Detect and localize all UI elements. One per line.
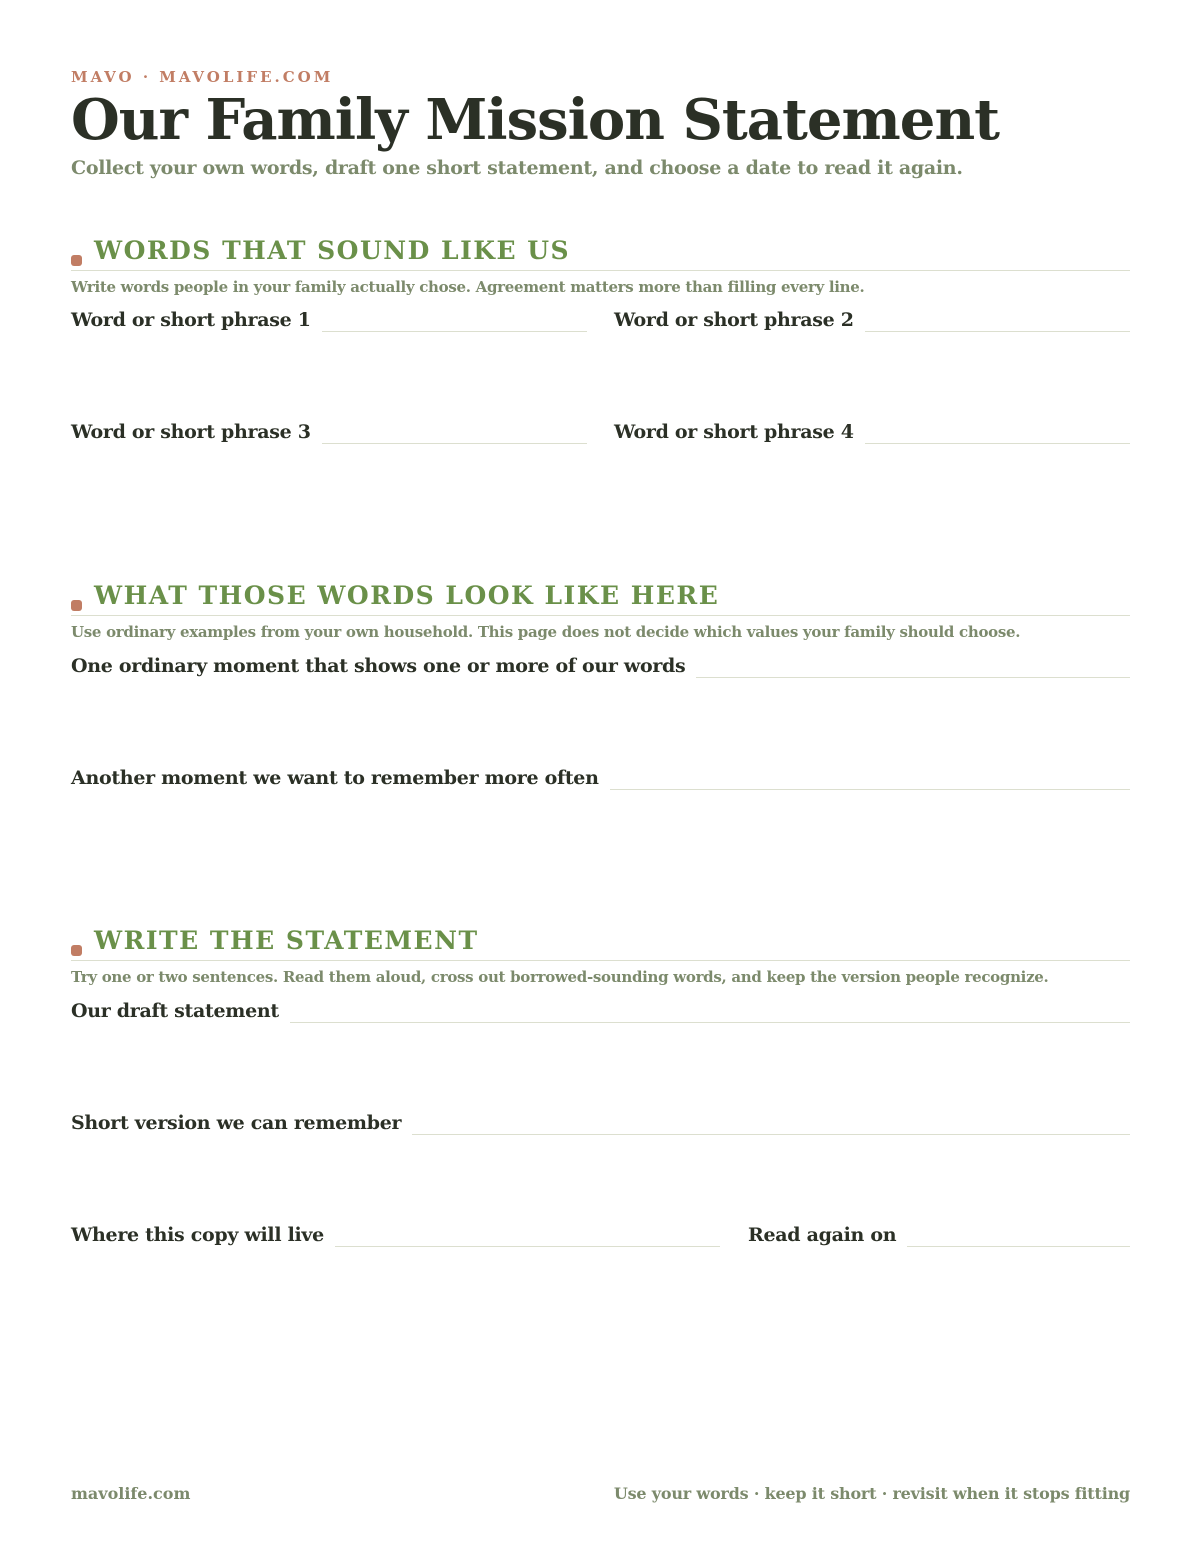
draft-statement-field	[71, 995, 1130, 1023]
read-again-date-field	[748, 1219, 1130, 1247]
section-instructions: Write words people in your family actually chose. Agreement matters more than filling every line.	[71, 278, 865, 296]
brand-header: MAVO · MAVOLIFE.COM	[71, 68, 334, 86]
write-in-line[interactable]	[865, 443, 1130, 444]
field-label: One ordinary moment that shows one or more of our words	[71, 655, 686, 677]
section-header	[71, 236, 1130, 271]
section-statement	[71, 926, 1130, 1246]
worksheet-page	[71, 0, 1130, 1553]
field-label: Read again on	[748, 1224, 897, 1246]
section-header	[71, 926, 1130, 961]
word-field-3	[71, 416, 587, 444]
location-field	[71, 1219, 720, 1247]
page-subtitle: Collect your own words, draft one short statement, and choose a date to read it again.	[71, 157, 963, 179]
field-label: Our draft statement	[71, 1000, 279, 1022]
section-title: WRITE THE STATEMENT	[94, 926, 479, 955]
write-in-line[interactable]	[865, 331, 1130, 332]
field-label: Word or short phrase 3	[71, 421, 311, 443]
section-title: WORDS THAT SOUND LIKE US	[94, 236, 571, 265]
field-label: Word or short phrase 2	[614, 309, 854, 331]
field-label: Word or short phrase 4	[614, 421, 854, 443]
section-instructions: Use ordinary examples from your own household. This page does not decide which values your family should choose.	[71, 623, 1021, 641]
section-words	[71, 236, 1130, 443]
footer-tagline: Use your words · keep it short · revisit when it stops fitting	[613, 1484, 1130, 1503]
section-header	[71, 581, 1130, 616]
moment-field-1	[71, 650, 1130, 678]
footer-site: mavolife.com	[71, 1484, 191, 1503]
field-label: Short version we can remember	[71, 1112, 402, 1134]
section-bullet-icon	[71, 600, 82, 611]
section-instructions: Try one or two sentences. Read them aloud, cross out borrowed-sounding words, and keep the version people recognize.	[71, 968, 1049, 986]
word-field-2	[614, 304, 1130, 332]
write-in-line[interactable]	[290, 1022, 1130, 1023]
section-bullet-icon	[71, 945, 82, 956]
field-label: Another moment we want to remember more often	[71, 767, 599, 789]
word-field-4	[614, 416, 1130, 444]
section-examples	[71, 581, 1130, 789]
page-title: Our Family Mission Statement	[71, 87, 1000, 153]
section-title: WHAT THOSE WORDS LOOK LIKE HERE	[94, 581, 720, 610]
write-in-line[interactable]	[696, 677, 1130, 678]
field-label: Where this copy will live	[71, 1224, 324, 1246]
write-in-line[interactable]	[907, 1246, 1130, 1247]
write-in-line[interactable]	[335, 1246, 720, 1247]
short-version-field	[71, 1107, 1130, 1135]
write-in-line[interactable]	[412, 1134, 1130, 1135]
write-in-line[interactable]	[322, 443, 587, 444]
word-field-1	[71, 304, 587, 332]
write-in-line[interactable]	[610, 789, 1130, 790]
moment-field-2	[71, 762, 1130, 790]
section-bullet-icon	[71, 255, 82, 266]
field-label: Word or short phrase 1	[71, 309, 311, 331]
write-in-line[interactable]	[322, 331, 587, 332]
